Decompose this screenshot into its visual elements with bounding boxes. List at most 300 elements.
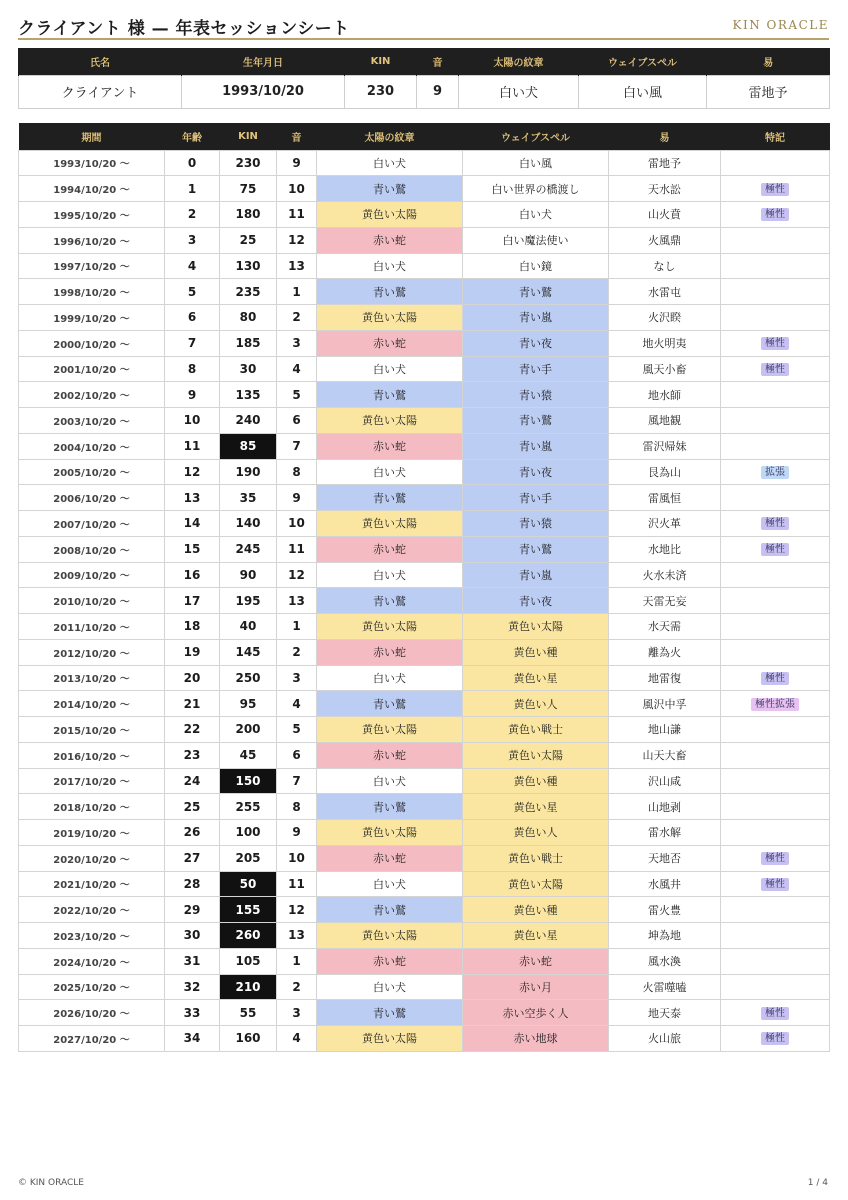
table-row <box>19 253 830 279</box>
timeline-header-cell: 年齢 <box>165 123 220 150</box>
table-row <box>19 665 830 691</box>
iching-cell: 艮為山 <box>609 459 721 485</box>
iching-cell: 天水訟 <box>609 176 721 202</box>
tone-cell: 3 <box>277 665 317 691</box>
kin-cell: 260 <box>220 923 277 949</box>
kin-cell: 235 <box>220 279 277 305</box>
note-cell <box>721 408 830 434</box>
table-row <box>19 948 830 974</box>
iching-cell: 天地否 <box>609 845 721 871</box>
kin-cell: 230 <box>220 150 277 176</box>
profile-header-cell: KIN <box>345 48 417 75</box>
kin-cell: 130 <box>220 253 277 279</box>
note-badge: 極性 <box>761 852 789 865</box>
seal-cell: 赤い蛇 <box>317 433 463 459</box>
wavespell-cell: 黄色い戦士 <box>463 717 609 743</box>
kin-cell: 90 <box>220 562 277 588</box>
note-cell <box>721 511 830 537</box>
kin-cell: 50 <box>220 871 277 897</box>
iching-cell: 沢火革 <box>609 511 721 537</box>
note-cell <box>721 923 830 949</box>
note-cell <box>721 536 830 562</box>
iching-cell: 坤為地 <box>609 923 721 949</box>
note-cell <box>721 202 830 228</box>
table-row <box>19 305 830 331</box>
timeline-header-cell: ウェイブスペル <box>463 123 609 150</box>
age-cell: 15 <box>165 536 220 562</box>
age-cell: 12 <box>165 459 220 485</box>
iching-cell: 山火賁 <box>609 202 721 228</box>
note-badge: 極性 <box>761 517 789 530</box>
table-row <box>19 433 830 459</box>
period-cell: 2009/10/20 〜 <box>19 562 165 588</box>
note-cell <box>721 1000 830 1026</box>
period-cell: 2002/10/20 〜 <box>19 382 165 408</box>
profile-header-cell: 太陽の紋章 <box>459 48 579 75</box>
note-badge: 極性 <box>761 183 789 196</box>
kin-cell: 190 <box>220 459 277 485</box>
wavespell-cell: 青い手 <box>463 485 609 511</box>
age-cell: 8 <box>165 356 220 382</box>
seal-cell: 青い鷲 <box>317 279 463 305</box>
wavespell-cell: 白い世界の橋渡し <box>463 176 609 202</box>
table-row <box>19 227 830 253</box>
table-row <box>19 485 830 511</box>
profile-header-cell: 易 <box>707 48 830 75</box>
period-cell: 2023/10/20 〜 <box>19 923 165 949</box>
tone-cell: 3 <box>277 1000 317 1026</box>
tone-cell: 7 <box>277 433 317 459</box>
table-row <box>19 820 830 846</box>
table-row <box>19 279 830 305</box>
seal-cell: 黄色い太陽 <box>317 511 463 537</box>
page-header <box>18 14 829 40</box>
brand-logo: KIN ORACLE <box>732 18 829 32</box>
profile-value-row <box>19 75 830 108</box>
note-cell <box>721 253 830 279</box>
seal-cell: 赤い蛇 <box>317 536 463 562</box>
seal-cell: 白い犬 <box>317 356 463 382</box>
wavespell-cell: 白い風 <box>463 150 609 176</box>
tone-cell: 4 <box>277 1026 317 1052</box>
note-cell <box>721 665 830 691</box>
kin-cell: 40 <box>220 614 277 640</box>
tone-cell: 9 <box>277 820 317 846</box>
period-cell: 2004/10/20 〜 <box>19 433 165 459</box>
table-row <box>19 356 830 382</box>
kin-cell: 30 <box>220 356 277 382</box>
wavespell-cell: 赤い月 <box>463 974 609 1000</box>
kin-cell: 245 <box>220 536 277 562</box>
wavespell-cell: 青い夜 <box>463 459 609 485</box>
wavespell-cell: 黄色い太陽 <box>463 871 609 897</box>
wavespell-cell: 青い鷲 <box>463 536 609 562</box>
tone-cell: 9 <box>277 150 317 176</box>
period-cell: 2018/10/20 〜 <box>19 794 165 820</box>
iching-cell: 火沢睽 <box>609 305 721 331</box>
age-cell: 21 <box>165 691 220 717</box>
iching-cell: 地山謙 <box>609 717 721 743</box>
age-cell: 5 <box>165 279 220 305</box>
tone-cell: 4 <box>277 356 317 382</box>
table-row <box>19 408 830 434</box>
kin-cell: 100 <box>220 820 277 846</box>
iching-cell: 山地剥 <box>609 794 721 820</box>
kin-cell: 140 <box>220 511 277 537</box>
kin-cell: 55 <box>220 1000 277 1026</box>
footer-copyright: © KIN ORACLE <box>18 1178 84 1188</box>
table-row <box>19 562 830 588</box>
note-badge: 極性 <box>761 363 789 376</box>
kin-cell: 200 <box>220 717 277 743</box>
seal-cell: 黄色い太陽 <box>317 717 463 743</box>
timeline-header-cell: 太陽の紋章 <box>317 123 463 150</box>
note-cell <box>721 768 830 794</box>
age-cell: 33 <box>165 1000 220 1026</box>
table-row <box>19 845 830 871</box>
timeline-header-cell: 易 <box>609 123 721 150</box>
iching-cell: 山天大畜 <box>609 742 721 768</box>
note-badge: 拡張 <box>761 466 789 479</box>
seal-cell: 青い鷲 <box>317 176 463 202</box>
age-cell: 3 <box>165 227 220 253</box>
kin-cell: 45 <box>220 742 277 768</box>
table-row <box>19 742 830 768</box>
seal-cell: 黄色い太陽 <box>317 202 463 228</box>
note-badge: 極性 <box>761 208 789 221</box>
period-cell: 1999/10/20 〜 <box>19 305 165 331</box>
seal-cell: 赤い蛇 <box>317 330 463 356</box>
iching-cell: 雷水解 <box>609 820 721 846</box>
note-cell <box>721 562 830 588</box>
tone-cell: 11 <box>277 536 317 562</box>
tone-cell: 2 <box>277 974 317 1000</box>
seal-cell: 白い犬 <box>317 974 463 1000</box>
note-cell <box>721 227 830 253</box>
table-row <box>19 459 830 485</box>
table-row <box>19 202 830 228</box>
iching-cell: 地雷復 <box>609 665 721 691</box>
page-title: クライアント 様 — 年表セッションシート <box>18 19 350 39</box>
profile-header-row <box>19 48 830 75</box>
note-cell <box>721 279 830 305</box>
timeline-body <box>19 150 830 1051</box>
seal-cell: 黄色い太陽 <box>317 614 463 640</box>
period-cell: 2022/10/20 〜 <box>19 897 165 923</box>
period-cell: 2003/10/20 〜 <box>19 408 165 434</box>
iching-cell: なし <box>609 253 721 279</box>
note-badge: 極性 <box>761 1007 789 1020</box>
wavespell-cell: 青い鷲 <box>463 408 609 434</box>
profile-tone: 9 <box>417 75 459 108</box>
note-cell <box>721 871 830 897</box>
seal-cell: 赤い蛇 <box>317 742 463 768</box>
note-cell <box>721 639 830 665</box>
iching-cell: 水雷屯 <box>609 279 721 305</box>
period-cell: 2014/10/20 〜 <box>19 691 165 717</box>
table-row <box>19 639 830 665</box>
period-cell: 2013/10/20 〜 <box>19 665 165 691</box>
tone-cell: 1 <box>277 948 317 974</box>
wavespell-cell: 白い魔法使い <box>463 227 609 253</box>
age-cell: 17 <box>165 588 220 614</box>
seal-cell: 青い鷲 <box>317 588 463 614</box>
seal-cell: 青い鷲 <box>317 485 463 511</box>
age-cell: 6 <box>165 305 220 331</box>
period-cell: 2012/10/20 〜 <box>19 639 165 665</box>
age-cell: 32 <box>165 974 220 1000</box>
profile-header-cell: 生年月日 <box>182 48 345 75</box>
note-cell <box>721 382 830 408</box>
age-cell: 7 <box>165 330 220 356</box>
table-row <box>19 1026 830 1052</box>
age-cell: 29 <box>165 897 220 923</box>
kin-cell: 25 <box>220 227 277 253</box>
iching-cell: 水地比 <box>609 536 721 562</box>
table-row <box>19 1000 830 1026</box>
tone-cell: 8 <box>277 459 317 485</box>
age-cell: 19 <box>165 639 220 665</box>
tone-cell: 8 <box>277 794 317 820</box>
wavespell-cell: 黄色い星 <box>463 665 609 691</box>
iching-cell: 風水渙 <box>609 948 721 974</box>
age-cell: 24 <box>165 768 220 794</box>
tone-cell: 13 <box>277 923 317 949</box>
iching-cell: 天雷无妄 <box>609 588 721 614</box>
tone-cell: 6 <box>277 742 317 768</box>
iching-cell: 火風鼎 <box>609 227 721 253</box>
iching-cell: 火水未済 <box>609 562 721 588</box>
timeline-header-cell: 期間 <box>19 123 165 150</box>
note-cell <box>721 485 830 511</box>
seal-cell: 青い鷲 <box>317 691 463 717</box>
period-cell: 2005/10/20 〜 <box>19 459 165 485</box>
table-row <box>19 871 830 897</box>
kin-cell: 195 <box>220 588 277 614</box>
period-cell: 2011/10/20 〜 <box>19 614 165 640</box>
kin-cell: 135 <box>220 382 277 408</box>
iching-cell: 雷火豊 <box>609 897 721 923</box>
kin-cell: 185 <box>220 330 277 356</box>
wavespell-cell: 黄色い種 <box>463 897 609 923</box>
seal-cell: 白い犬 <box>317 768 463 794</box>
kin-cell: 95 <box>220 691 277 717</box>
age-cell: 1 <box>165 176 220 202</box>
iching-cell: 地火明夷 <box>609 330 721 356</box>
profile-kin: 230 <box>345 75 417 108</box>
page-number: 1 / 4 <box>807 1178 828 1188</box>
seal-cell: 白い犬 <box>317 459 463 485</box>
age-cell: 16 <box>165 562 220 588</box>
note-badge: 極性 <box>761 1032 789 1045</box>
table-row <box>19 923 830 949</box>
kin-cell: 75 <box>220 176 277 202</box>
wavespell-cell: 黄色い種 <box>463 639 609 665</box>
tone-cell: 10 <box>277 511 317 537</box>
age-cell: 14 <box>165 511 220 537</box>
age-cell: 4 <box>165 253 220 279</box>
period-cell: 1997/10/20 〜 <box>19 253 165 279</box>
tone-cell: 7 <box>277 768 317 794</box>
period-cell: 2007/10/20 〜 <box>19 511 165 537</box>
iching-cell: 水風井 <box>609 871 721 897</box>
seal-cell: 黄色い太陽 <box>317 408 463 434</box>
wavespell-cell: 黄色い太陽 <box>463 614 609 640</box>
wavespell-cell: 青い猿 <box>463 382 609 408</box>
note-cell <box>721 433 830 459</box>
period-cell: 1995/10/20 〜 <box>19 202 165 228</box>
age-cell: 28 <box>165 871 220 897</box>
wavespell-cell: 黄色い星 <box>463 794 609 820</box>
profile-iching: 雷地予 <box>707 75 830 108</box>
tone-cell: 9 <box>277 485 317 511</box>
period-cell: 2017/10/20 〜 <box>19 768 165 794</box>
period-cell: 2025/10/20 〜 <box>19 974 165 1000</box>
iching-cell: 地水師 <box>609 382 721 408</box>
note-cell <box>721 176 830 202</box>
table-row <box>19 176 830 202</box>
note-cell <box>721 614 830 640</box>
iching-cell: 風沢中孚 <box>609 691 721 717</box>
tone-cell: 6 <box>277 408 317 434</box>
wavespell-cell: 赤い蛇 <box>463 948 609 974</box>
tone-cell: 13 <box>277 588 317 614</box>
wavespell-cell: 青い夜 <box>463 588 609 614</box>
iching-cell: 水天需 <box>609 614 721 640</box>
wavespell-cell: 黄色い種 <box>463 768 609 794</box>
seal-cell: 赤い蛇 <box>317 639 463 665</box>
table-row <box>19 691 830 717</box>
timeline-header-cell: 特記 <box>721 123 830 150</box>
age-cell: 31 <box>165 948 220 974</box>
table-row <box>19 974 830 1000</box>
tone-cell: 12 <box>277 227 317 253</box>
kin-cell: 160 <box>220 1026 277 1052</box>
period-cell: 2019/10/20 〜 <box>19 820 165 846</box>
table-row <box>19 588 830 614</box>
profile-table <box>18 48 830 109</box>
iching-cell: 雷地予 <box>609 150 721 176</box>
period-cell: 2015/10/20 〜 <box>19 717 165 743</box>
tone-cell: 10 <box>277 845 317 871</box>
profile-seal: 白い犬 <box>459 75 579 108</box>
seal-cell: 黄色い太陽 <box>317 1026 463 1052</box>
iching-cell: 火山旅 <box>609 1026 721 1052</box>
age-cell: 0 <box>165 150 220 176</box>
seal-cell: 青い鷲 <box>317 382 463 408</box>
age-cell: 13 <box>165 485 220 511</box>
iching-cell: 沢山咸 <box>609 768 721 794</box>
kin-cell: 255 <box>220 794 277 820</box>
timeline-header-cell: KIN <box>220 123 277 150</box>
age-cell: 34 <box>165 1026 220 1052</box>
wavespell-cell: 黄色い星 <box>463 923 609 949</box>
profile-wavespell: 白い風 <box>579 75 707 108</box>
tone-cell: 4 <box>277 691 317 717</box>
age-cell: 27 <box>165 845 220 871</box>
wavespell-cell: 青い鷲 <box>463 279 609 305</box>
seal-cell: 赤い蛇 <box>317 948 463 974</box>
wavespell-cell: 白い犬 <box>463 202 609 228</box>
period-cell: 2016/10/20 〜 <box>19 742 165 768</box>
tone-cell: 2 <box>277 305 317 331</box>
kin-cell: 250 <box>220 665 277 691</box>
note-cell <box>721 897 830 923</box>
tone-cell: 13 <box>277 253 317 279</box>
tone-cell: 5 <box>277 717 317 743</box>
wavespell-cell: 白い鏡 <box>463 253 609 279</box>
seal-cell: 青い鷲 <box>317 897 463 923</box>
timeline-table <box>18 123 830 1052</box>
period-cell: 2021/10/20 〜 <box>19 871 165 897</box>
kin-cell: 85 <box>220 433 277 459</box>
iching-cell: 火雷噬嗑 <box>609 974 721 1000</box>
period-cell: 1996/10/20 〜 <box>19 227 165 253</box>
period-cell: 1994/10/20 〜 <box>19 176 165 202</box>
age-cell: 9 <box>165 382 220 408</box>
iching-cell: 風地観 <box>609 408 721 434</box>
timeline-header-cell: 音 <box>277 123 317 150</box>
profile-header-cell: ウェイブスペル <box>579 48 707 75</box>
wavespell-cell: 赤い地球 <box>463 1026 609 1052</box>
age-cell: 30 <box>165 923 220 949</box>
table-row <box>19 382 830 408</box>
period-cell: 2000/10/20 〜 <box>19 330 165 356</box>
period-cell: 2020/10/20 〜 <box>19 845 165 871</box>
period-cell: 1993/10/20 〜 <box>19 150 165 176</box>
tone-cell: 12 <box>277 562 317 588</box>
kin-cell: 145 <box>220 639 277 665</box>
kin-cell: 35 <box>220 485 277 511</box>
table-row <box>19 150 830 176</box>
timeline-header-row <box>19 123 830 150</box>
note-cell <box>721 742 830 768</box>
period-cell: 2006/10/20 〜 <box>19 485 165 511</box>
iching-cell: 離為火 <box>609 639 721 665</box>
period-cell: 1998/10/20 〜 <box>19 279 165 305</box>
iching-cell: 風天小畜 <box>609 356 721 382</box>
wavespell-cell: 黄色い太陽 <box>463 742 609 768</box>
note-cell <box>721 1026 830 1052</box>
wavespell-cell: 青い夜 <box>463 330 609 356</box>
kin-cell: 180 <box>220 202 277 228</box>
age-cell: 23 <box>165 742 220 768</box>
age-cell: 10 <box>165 408 220 434</box>
table-row <box>19 897 830 923</box>
profile-name: クライアント <box>19 75 182 108</box>
kin-cell: 105 <box>220 948 277 974</box>
kin-cell: 240 <box>220 408 277 434</box>
tone-cell: 3 <box>277 330 317 356</box>
iching-cell: 雷沢帰妹 <box>609 433 721 459</box>
period-cell: 2008/10/20 〜 <box>19 536 165 562</box>
seal-cell: 白い犬 <box>317 253 463 279</box>
period-cell: 2001/10/20 〜 <box>19 356 165 382</box>
iching-cell: 地天泰 <box>609 1000 721 1026</box>
note-badge: 極性拡張 <box>751 698 799 711</box>
tone-cell: 12 <box>277 897 317 923</box>
note-badge: 極性 <box>761 672 789 685</box>
wavespell-cell: 青い手 <box>463 356 609 382</box>
note-badge: 極性 <box>761 543 789 556</box>
note-cell <box>721 330 830 356</box>
wavespell-cell: 黄色い戦士 <box>463 845 609 871</box>
note-cell <box>721 820 830 846</box>
tone-cell: 11 <box>277 871 317 897</box>
wavespell-cell: 黄色い人 <box>463 820 609 846</box>
seal-cell: 白い犬 <box>317 150 463 176</box>
table-row <box>19 717 830 743</box>
